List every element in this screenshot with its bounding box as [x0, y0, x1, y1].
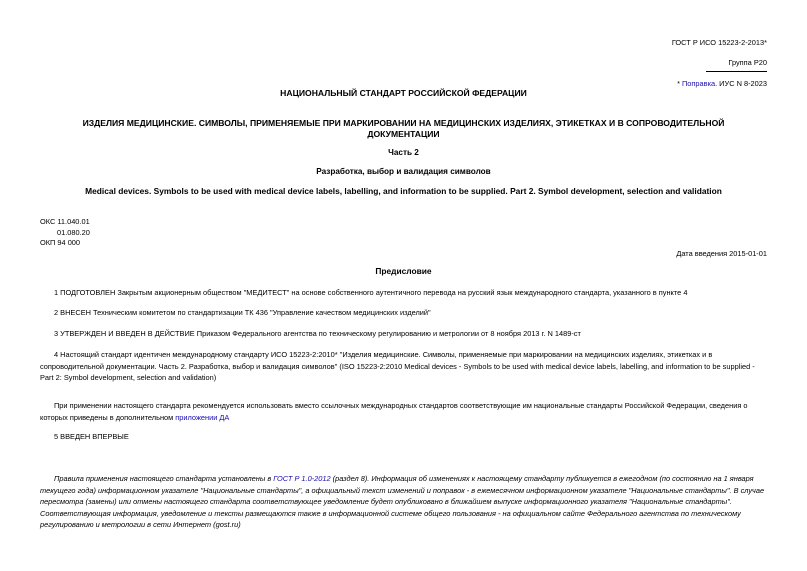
rules-text-rest: (раздел 8). Информация об изменениях к настоящему стандарту публикуется в ежегодном (по состоянию на 1 января текущего года) информационном указателе "Национальные стандарты", а официальный текст изменений и поправок - в ежемесячном информационном указателе "Национальные стандарты". В случае пересмотра (замены) или отмены настоящего стандарта соответствующее уведомление будет опубликовано в ближайшем выпуске информационного указателя "Национальные стандарты". Соответствующая информация, уведомление и тексты размещаются также в информационной системе общего пользования - на официальном сайте Федерального агентства по техническому регулированию и метрологии в сети Интернет (gost.ru): [40, 474, 765, 529]
document-title: ИЗДЕЛИЯ МЕДИЦИНСКИЕ. СИМВОЛЫ, ПРИМЕНЯЕМЫЕ ПРИ МАРКИРОВАНИИ НА МЕДИЦИНСКИХ ИЗДЕЛИЯХ, ЭТИКЕТКАХ И В СОПРОВОДИТЕЛЬНОЙ ДОКУМЕНТАЦИИ: [82, 118, 725, 139]
rules-text-start: Правила применения настоящего стандарта установлены в: [54, 474, 274, 483]
oks-code-1: ОКС 11.040.01: [40, 217, 90, 226]
amendment-asterisk: *: [677, 79, 682, 88]
part-label: Часть 2: [388, 148, 419, 157]
references-text: При применении настоящего стандарта рекомендуется использовать вместо ссылочных международных стандартов соответствующие им национальные стандарты Российской Федерации, сведения о которых приведены в дополнительном: [40, 401, 748, 422]
foreword-heading: Предисловие: [375, 266, 432, 276]
foreword-paragraph-2: 2 ВНЕСЕН Техническим комитетом по стандартизации ТК 436 "Управление качеством медицинских изделий": [54, 308, 431, 317]
header-divider: [706, 71, 767, 72]
appendix-da-link[interactable]: приложении ДА: [175, 412, 230, 422]
amendment-link[interactable]: Поправка: [682, 79, 716, 88]
application-rules-paragraph: [40, 473, 767, 531]
foreword-paragraph-4: 4 Настоящий стандарт идентичен международному стандарту ИСО 15223-2:2010* "Изделия медицинские. Символы, применяемые при маркировании на медицинских изделиях, этикетках и в сопроводительной документации. Часть 2. Разработка, выбор и валидация символов" (ISO 15223-2:2010 Medical devices - Symbols to be used with medical device labels, labelling, and information to be supplied - Part 2: Symbol development, selection and validation): [40, 350, 755, 382]
introduction-date: Дата введения 2015-01-01: [676, 249, 767, 258]
amendment-note: [677, 79, 767, 88]
english-title: Medical devices. Symbols to be used with medical device labels, labelling, and information to be supplied. Part 2. Symbol development, selection and validation: [85, 186, 722, 196]
foreword-paragraph-5: 5 ВВЕДЕН ВПЕРВЫЕ: [54, 432, 129, 441]
national-standard-heading: НАЦИОНАЛЬНЫЙ СТАНДАРТ РОССИЙСКОЙ ФЕДЕРАЦИИ: [280, 88, 527, 98]
oks-code-2: 01.080.20: [57, 228, 90, 237]
foreword-paragraph-1: 1 ПОДГОТОВЛЕН Закрытым акционерным обществом "МЕДИТЕСТ" на основе собственного аутентичного перевода на русский язык международного стандарта, указанного в пункте 4: [54, 288, 688, 297]
gost-r-1-0-2012-link[interactable]: ГОСТ Р 1.0-2012: [273, 474, 331, 483]
standard-code: ГОСТ Р ИСО 15223-2-2013*: [671, 38, 767, 47]
group-label: Группа Р20: [728, 58, 767, 67]
document-subtitle: Разработка, выбор и валидация символов: [316, 167, 491, 176]
okp-code: ОКП 94 000: [40, 238, 81, 247]
foreword-paragraph-3: 3 УТВЕРЖДЕН И ВВЕДЕН В ДЕЙСТВИЕ Приказом Федерального агентства по техническому регулированию и метрологии от 8 ноября 2013 г. N 1489-ст: [54, 329, 581, 338]
foreword-paragraph-references: [40, 400, 767, 423]
amendment-suffix: . ИУС N 8-2023: [715, 79, 767, 88]
